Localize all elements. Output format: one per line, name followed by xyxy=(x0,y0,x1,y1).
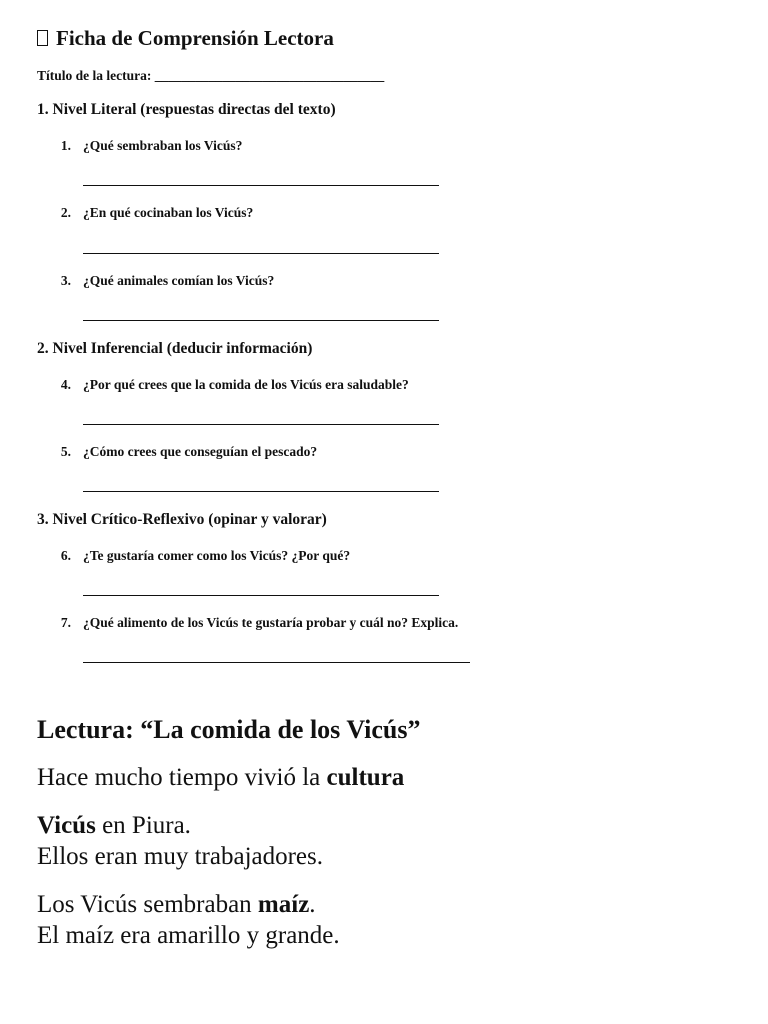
answer-line xyxy=(83,253,439,254)
question-number: 5. xyxy=(60,444,71,459)
question-number: 1. xyxy=(60,138,71,153)
question-number: 4. xyxy=(60,377,71,392)
missing-glyph-icon xyxy=(37,30,48,46)
answer-line xyxy=(83,595,439,596)
reading-line: El maíz era amarillo y grande. xyxy=(37,922,340,949)
worksheet-title-text: Ficha de Comprensión Lectora xyxy=(56,26,334,50)
reading-line: Ellos eran muy trabajadores. xyxy=(37,843,324,870)
question-text: ¿Te gustaría comer como los Vicús? ¿Por qué? xyxy=(83,548,351,563)
answer-line xyxy=(83,185,439,186)
answer-line xyxy=(83,424,439,425)
answer-line xyxy=(83,320,439,321)
question-text: ¿Por qué crees que la comida de los Vicús era saludable? xyxy=(83,377,409,392)
section-heading-literal: 1. Nivel Literal (respuestas directas del texto) xyxy=(37,101,336,118)
worksheet-title xyxy=(37,26,334,51)
reading-line: Los Vicús sembraban maíz. xyxy=(37,891,316,918)
question-text: ¿Qué sembraban los Vicús? xyxy=(83,138,243,153)
question-number: 3. xyxy=(60,273,71,288)
section-heading-inferential: 2. Nivel Inferencial (deducir información) xyxy=(37,340,313,357)
question-text: ¿En qué cocinaban los Vicús? xyxy=(83,205,254,220)
answer-line xyxy=(83,491,439,492)
question-number: 6. xyxy=(60,548,71,563)
reading-line: Hace mucho tiempo vivió la cultura xyxy=(37,764,405,791)
section-heading-critical: 3. Nivel Crítico-Reflexivo (opinar y valorar) xyxy=(37,511,327,528)
question-number: 7. xyxy=(60,615,71,630)
question-number: 2. xyxy=(60,205,71,220)
answer-line xyxy=(83,662,470,663)
question-text: ¿Qué animales comían los Vicús? xyxy=(83,273,275,288)
reading-heading: Lectura: “La comida de los Vicús” xyxy=(37,715,421,744)
reading-title-field: Título de la lectura: __________________________________ xyxy=(37,68,385,83)
question-text: ¿Qué alimento de los Vicús te gustaría probar y cuál no? Explica. xyxy=(83,615,459,630)
question-text: ¿Cómo crees que conseguían el pescado? xyxy=(83,444,318,459)
reading-line: Vicús en Piura. xyxy=(37,812,191,839)
